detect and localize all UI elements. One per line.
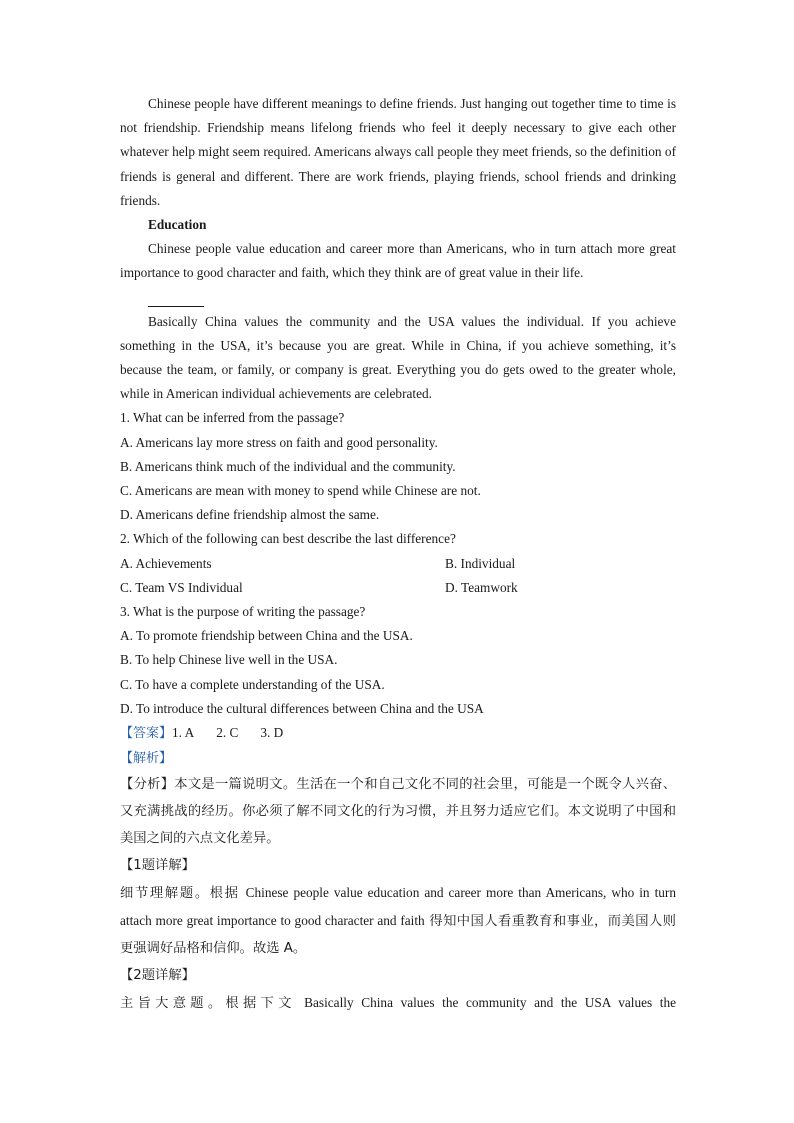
- question-2-option-d: D. Teamwork: [445, 579, 518, 595]
- question-1-option-b: B. Americans think much of the individual and the community.: [120, 458, 456, 474]
- analysis-tag: 【解析】: [120, 751, 173, 767]
- question-3-option-b: B. To help Chinese live well in the USA.: [120, 652, 338, 668]
- q2-detail-tag: 【2题详解】: [120, 968, 195, 984]
- question-2-options-row-1: [120, 552, 676, 576]
- question-3-option-a: A. To promote friendship between China and the USA.: [120, 628, 413, 644]
- answer-line: [120, 721, 676, 746]
- question-1-option-a: A. Americans lay more stress on faith and good personality.: [120, 434, 438, 450]
- question-2-option-c: C. Team VS Individual: [120, 579, 243, 595]
- answer-item-2: 2. C: [216, 725, 239, 741]
- education-heading: Education: [148, 217, 207, 233]
- question-3-option-c: C. To have a complete understanding of the USA.: [120, 676, 385, 692]
- question-1-option-c: C. Americans are mean with money to spend while Chinese are not.: [120, 483, 481, 499]
- q1-detail-intro: 细节理解题。根据: [120, 886, 246, 902]
- q2-detail-quote: Basically China values the community and the USA values the: [304, 995, 677, 1011]
- q2-detail: [120, 989, 676, 1017]
- friends-paragraph: Chinese people have different meanings to define friends. Just hanging out together time to time is not friendship. Friendship means lifelong friends who feel it deeply necessary to give each other whatever help might seem required. Americans always call people they meet friends, so the definition of friends is general and different. There are work friends, playing friends, school friends and drinking friends.: [120, 96, 676, 208]
- analysis-summary: [120, 771, 676, 852]
- education-paragraph: Chinese people value education and career more than Americans, who in turn attach more great importance to good character and faith, which they think are of great value in their life.: [120, 241, 676, 281]
- answer-item-1: 1. A: [172, 725, 195, 741]
- question-3-option-d: D. To introduce the cultural differences between China and the USA: [120, 700, 484, 716]
- document-content: [120, 92, 676, 1017]
- question-1-stem: 1. What can be inferred from the passage?: [120, 410, 345, 426]
- analysis-summary-text: 本文是一篇说明文。生活在一个和自己文化不同的社会里，可能是一个既令人兴奋、又充满挑战的经历。你必须了解不同文化的行为习惯，并且努力适应它们。本文说明了中国和美国之间的六点文化差异。: [120, 777, 677, 847]
- q1-detail-conclusion: 得知中国人看重教育和事业，而美国人则更强调好品格和信仰。故选 A。: [120, 914, 676, 957]
- analysis-summary-tag: 【分析】: [120, 777, 175, 793]
- heading-blank: [120, 286, 676, 310]
- question-2-option-a: A. Achievements: [120, 555, 212, 571]
- answer-item-3: 3. D: [260, 725, 284, 741]
- question-1-option-d: D. Americans define friendship almost the same.: [120, 507, 380, 523]
- answer-tag: 【答案】: [120, 726, 173, 742]
- question-2-stem: 2. Which of the following can best describe the last difference?: [120, 531, 456, 547]
- q2-detail-intro: 主旨大意题。根据下文: [120, 996, 305, 1012]
- question-2-options-row-2: [120, 576, 676, 600]
- q1-detail-tag: 【1题详解】: [120, 858, 195, 874]
- q1-detail-quote: Chinese people value education and career more than Americans, who in turn attach more great importance to good character and faith: [120, 885, 676, 929]
- blank-underline: [148, 306, 204, 307]
- last-paragraph: Basically China values the community and the USA values the individual. If you achieve something in the USA, it’s because you are great. While in China, if you achieve something, it’s because the team, or family, or company is great. Everything you do gets owed to the greater whole, while in American individual achievements are celebrated.: [120, 313, 676, 402]
- question-3-stem: 3. What is the purpose of writing the passage?: [120, 604, 366, 620]
- analysis-tag-line: [120, 746, 676, 771]
- q1-detail: [120, 879, 676, 962]
- question-2-option-b: B. Individual: [445, 555, 516, 571]
